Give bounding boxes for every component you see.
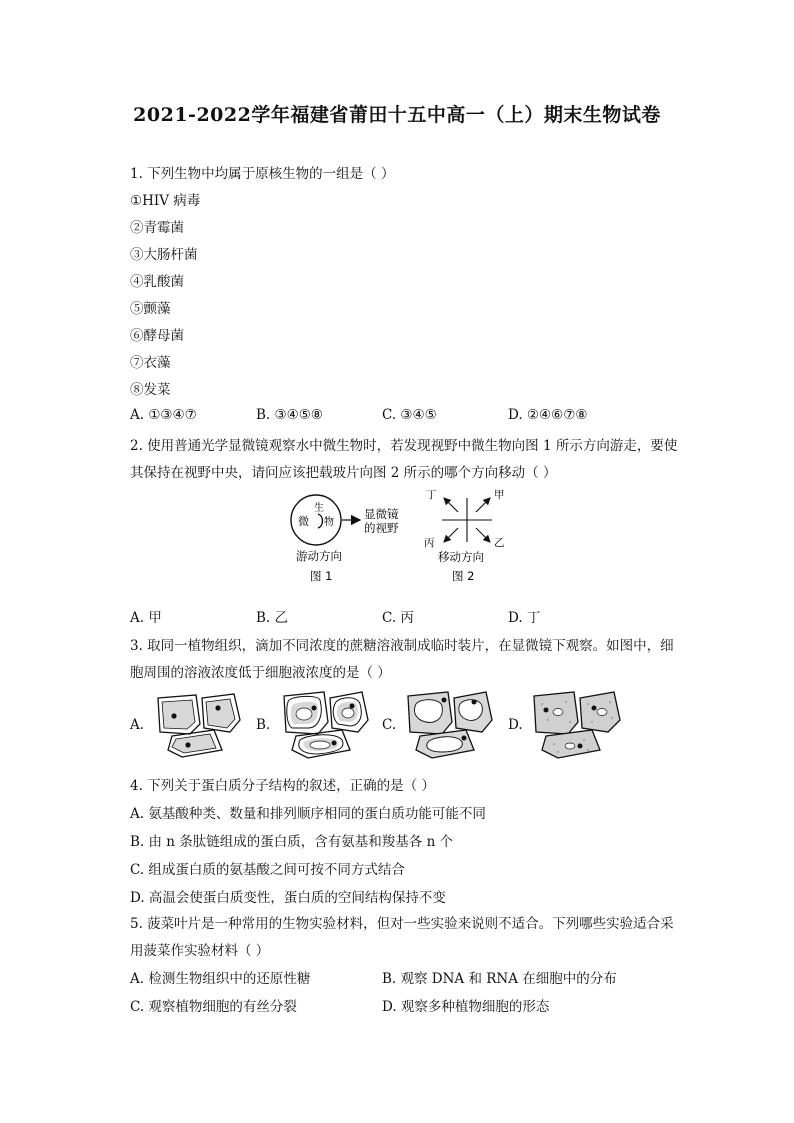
- q5-option-a: A. 检测生物组织中的还原性糖: [130, 971, 311, 987]
- q3-option-c: C.: [382, 717, 397, 733]
- arrow-bing: [444, 528, 458, 542]
- q2-stem-line2: 其保持在视野中央，请问应该把载玻片向图 2 所示的哪个方向移动（ ）: [130, 465, 557, 481]
- fig2-jia: 甲: [494, 489, 505, 501]
- fig2-bing: 丙: [424, 537, 435, 549]
- microbe-shape: [318, 514, 323, 528]
- q1-option-d: D. ②④⑥⑦⑧: [508, 407, 588, 423]
- cell-figure-a: [152, 690, 244, 760]
- q4-option-b: B. 由 n 条肽链组成的蛋白质，含有氨基和羧基各 n 个: [130, 834, 454, 850]
- q1-item: ③大肠杆菌: [130, 247, 198, 263]
- q3-option-d: D.: [508, 717, 523, 733]
- q4-option-c: C. 组成蛋白质的氨基酸之间可按不同方式结合: [130, 862, 405, 878]
- cell-figure-c: [402, 688, 496, 760]
- q1-item: ⑥酵母菌: [130, 328, 184, 344]
- q1-item: ⑧发菜: [130, 382, 171, 398]
- q1-item: ⑦衣藻: [130, 355, 171, 371]
- cell-figure-b: [278, 688, 372, 760]
- fig1-right1: 显微镜: [364, 507, 399, 521]
- q5-stem-line2: 用菠菜作实验材料（ ）: [130, 943, 270, 959]
- q5-option-c: C. 观察植物细胞的有丝分裂: [130, 999, 297, 1015]
- cell-figure-d: [528, 688, 624, 760]
- fig1-caption: 游动方向: [296, 549, 342, 563]
- q1-option-c: C. ③④⑤: [382, 407, 437, 423]
- fig1-label: 图 1: [310, 569, 333, 583]
- arrow-jia: [476, 498, 490, 512]
- q2-option-d: D. 丁: [508, 610, 541, 626]
- q1-stem: 1. 下列生物中均属于原核生物的一组是（ ）: [130, 166, 395, 182]
- q1-option-b: B. ③④⑤⑧: [256, 407, 323, 423]
- q2-option-b: B. 乙: [256, 610, 289, 626]
- q4-stem: 4. 下列关于蛋白质分子结构的叙述，正确的是（ ）: [130, 778, 435, 794]
- q1-item: ⑤颤藻: [130, 301, 171, 317]
- fig2-ding: 丁: [426, 489, 437, 501]
- figure-2: [420, 486, 520, 588]
- q1-item: ④乳酸菌: [130, 274, 184, 290]
- q3-stem-line2: 胞周围的溶液浓度低于细胞液浓度的是（ ）: [130, 665, 391, 681]
- fig1-right2: 的视野: [364, 521, 399, 535]
- q5-option-d: D. 观察多种植物细胞的形态: [382, 999, 550, 1015]
- q2-option-a: A. 甲: [130, 610, 162, 626]
- q3-stem-line1: 3. 取同一植物组织，滴加不同浓度的蔗糖溶液制成临时装片，在显微镜下观察。如图中，细: [130, 638, 674, 654]
- q1-item: ②青霉菌: [130, 220, 184, 236]
- fig2-caption: 移动方向: [438, 550, 484, 564]
- arrow-ding: [444, 498, 458, 512]
- q1-item: ①HIV 病毒: [130, 193, 201, 209]
- q2-stem-line1: 2. 使用普通光学显微镜观察水中微生物时，若发现视野中微生物向图 1 所示方向游走，要使: [130, 438, 678, 454]
- q3-option-a: A.: [130, 717, 145, 733]
- q5-option-b: B. 观察 DNA 和 RNA 在细胞中的分布: [382, 971, 617, 987]
- page-title: 2021-2022学年福建省莆田十五中高一（上）期末生物试卷: [133, 104, 661, 126]
- figure-1: [284, 488, 414, 588]
- q4-option-d: D. 高温会使蛋白质变性，蛋白质的空间结构保持不变: [130, 890, 446, 906]
- fig2-yi: 乙: [494, 537, 505, 549]
- fig1-char1: 微: [298, 515, 309, 528]
- q4-option-a: A. 氨基酸种类、数量和排列顺序相同的蛋白质功能可能不同: [130, 806, 486, 822]
- fig2-label: 图 2: [452, 569, 475, 583]
- q3-option-b: B.: [256, 717, 271, 733]
- fig1-char3: 物: [324, 517, 334, 528]
- q1-option-a: A. ①③④⑦: [130, 407, 197, 423]
- q2-option-c: C. 丙: [382, 610, 414, 626]
- fig1-char2: 生: [314, 503, 324, 514]
- arrow-yi: [476, 528, 490, 542]
- q5-stem-line1: 5. 菠菜叶片是一种常用的生物实验材料，但对一些实验来说则不适合。下列哪些实验适合采: [130, 916, 674, 932]
